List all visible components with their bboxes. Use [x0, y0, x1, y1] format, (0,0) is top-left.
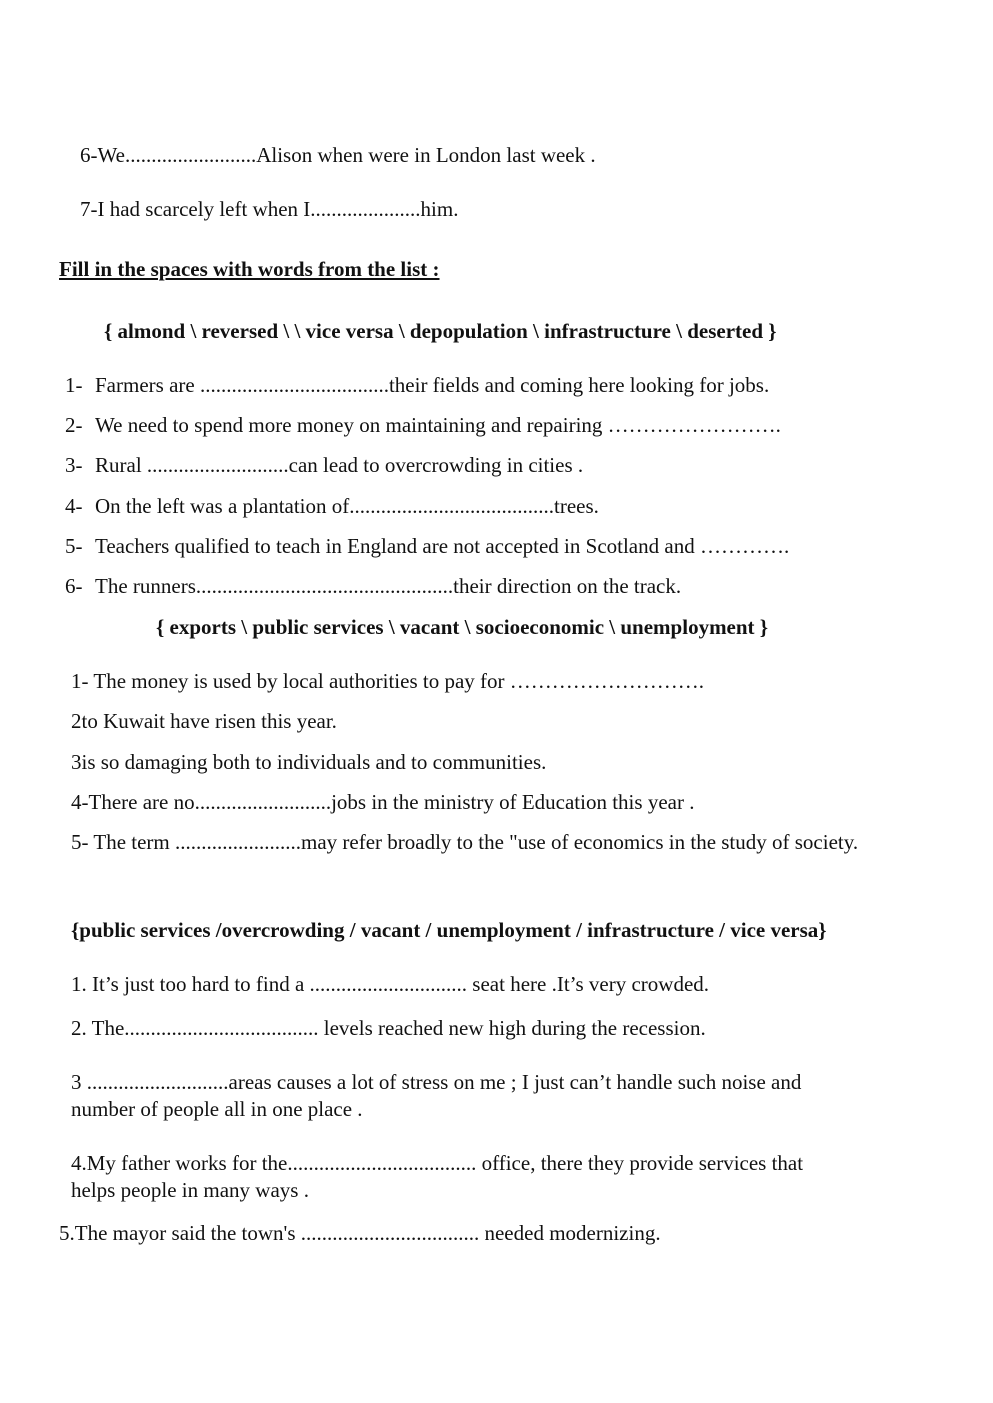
- list-item: [65, 493, 599, 519]
- item-number: 5-: [65, 534, 83, 558]
- list-item: [65, 573, 681, 599]
- word-list-2: { exports \ public services \ vacant \ socioeconomic \ unemployment }: [156, 615, 769, 639]
- item-text: Rural ...........................can lead to overcrowding in cities .: [95, 453, 584, 477]
- item-number: 3-: [65, 453, 83, 477]
- list-item: 4.My father works for the.................................... office, there they provide services that: [71, 1151, 804, 1175]
- list-item-continuation: helps people in many ways .: [71, 1178, 309, 1202]
- list-item-continuation: number of people all in one place .: [71, 1097, 363, 1121]
- list-item: 3is so damaging both to individuals and to communities.: [71, 750, 547, 774]
- item-text: Farmers are ....................................their fields and coming here looking for jobs.: [95, 373, 770, 397]
- list-item: 1. It’s just too hard to find a .............................. seat here .It’s very crowded.: [71, 972, 710, 996]
- word-list-3: {public services /overcrowding / vacant / unemployment / infrastructure / vice versa}: [71, 918, 827, 942]
- list-item: 1- The money is used by local authorities to pay for ……………………….: [71, 669, 705, 693]
- item-text: The runners.................................................their direction on the track.: [95, 574, 682, 598]
- list-item: [65, 372, 769, 398]
- list-item: 3 ...........................areas causes a lot of stress on me ; I just can’t handle such noise and: [71, 1070, 802, 1094]
- item-number: 4-: [65, 494, 83, 518]
- item-number: 1-: [65, 373, 83, 397]
- item-text: We need to spend more money on maintaining and repairing …………………….: [95, 413, 781, 437]
- list-item: 5- The term ........................may refer broadly to the "use of economics in the study of society.: [71, 830, 859, 854]
- exercise-item-6: 6-We.........................Alison when were in London last week .: [80, 143, 596, 167]
- item-number: 2-: [65, 413, 83, 437]
- list-item: 2to Kuwait have risen this year.: [71, 709, 337, 733]
- list-item: [65, 412, 781, 438]
- item-number: 6-: [65, 574, 83, 598]
- item-text: Teachers qualified to teach in England are not accepted in Scotland and ………….: [95, 534, 790, 558]
- exercise-item-7: 7-I had scarcely left when I.....................him.: [80, 197, 459, 221]
- list-item: 4-There are no..........................jobs in the ministry of Education this year .: [71, 790, 695, 814]
- list-item: 5.The mayor said the town's .................................. needed modernizing.: [59, 1221, 661, 1245]
- list-item: [65, 533, 789, 559]
- section-heading: Fill in the spaces with words from the list :: [59, 257, 440, 281]
- item-text: On the left was a plantation of.......................................trees.: [95, 494, 599, 518]
- list-item: 2. The..................................... levels reached new high during the recession.: [71, 1016, 706, 1040]
- list-item: [65, 452, 583, 478]
- word-list-1: { almond \ reversed \ \ vice versa \ depopulation \ infrastructure \ deserted }: [104, 319, 777, 343]
